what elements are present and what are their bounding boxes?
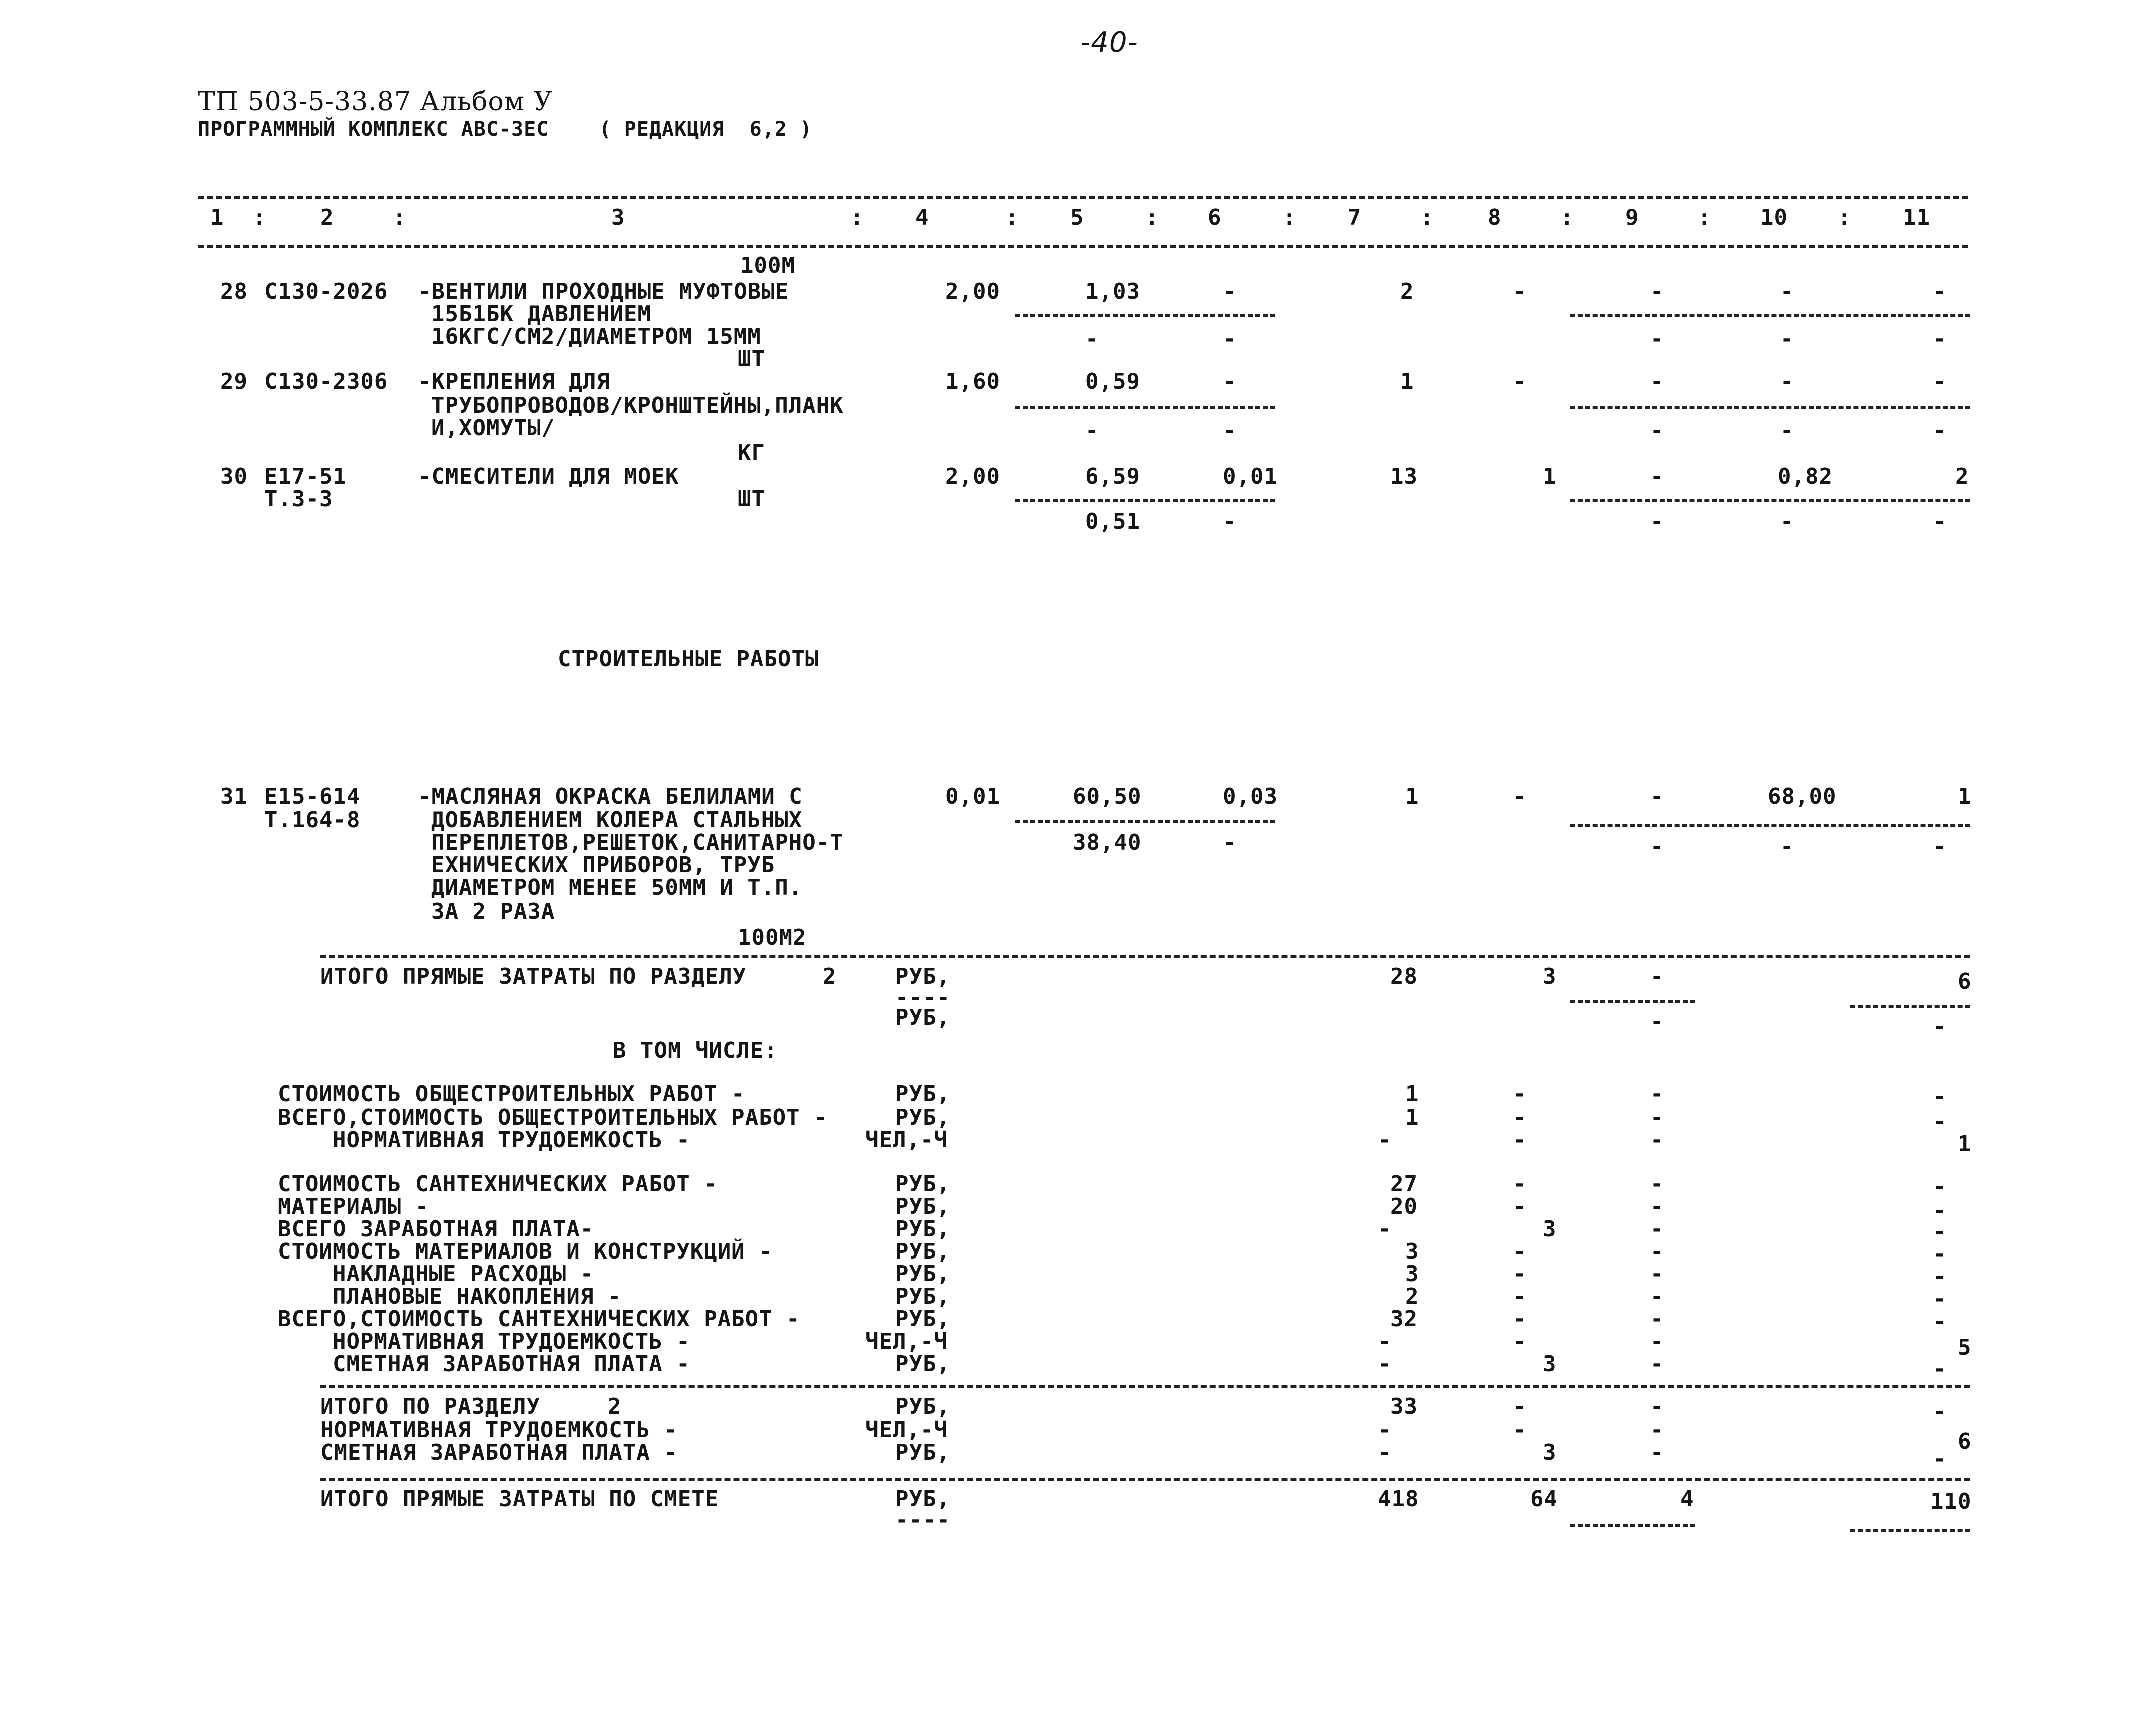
col-separator: : [253,205,267,230]
summary-col7: - [1378,1216,1392,1242]
row-description: 15Б1БК ДАВЛЕНИЕМ [431,301,651,327]
cell-col7: 13 [1390,464,1418,489]
summary-col9: - [1650,1284,1664,1309]
cell-col5: 1,03 [1085,279,1140,304]
row-description: ДОБАВЛЕНИЕМ КОЛЕРА СТАЛЬНЫХ [431,807,803,833]
cell-col6: 0,01 [1223,464,1278,489]
row-number: 28 [220,279,248,304]
total-col11: 6 [1958,969,1972,994]
total-unit: РУБ, [895,964,950,989]
subtotal-rule [1570,499,1970,502]
summary-unit: РУБ, [895,1081,950,1107]
row-number: 29 [220,369,248,394]
summary-col8: 3 [1543,1440,1557,1465]
col-separator: : [1560,205,1574,230]
summary-col9: - [1650,1440,1664,1465]
row-number: 30 [220,464,248,489]
summary-col8: - [1513,1394,1527,1419]
summary-unit: РУБ, [895,1440,950,1465]
summary-unit: РУБ, [895,1284,950,1309]
col-separator: : [1283,205,1297,230]
cell-col10-sub: - [1780,834,1794,859]
summary-col11: - [1933,1309,1947,1334]
row-description: 16КГС/СМ2/ДИАМЕТРОМ 15ММ [431,324,761,349]
summary-col11: - [1933,1219,1947,1244]
cell-col9: - [1650,279,1664,304]
row-description: И,ХОМУТЫ/ [431,415,555,441]
cell-col11: 1 [1958,784,1972,809]
summary-col8: - [1513,1417,1527,1443]
total-unit-rule: ---- [895,985,950,1010]
cell-col8: 1 [1543,464,1557,489]
cell-col6-sub: - [1223,509,1237,534]
summary-col11: - [1933,1356,1947,1382]
cell-col10: - [1780,369,1794,394]
summary-col7: 27 [1390,1171,1418,1197]
summary-label: МАТЕРИАЛЫ - [278,1194,429,1219]
summary-col11: 5 [1958,1335,1972,1360]
summary-col7: 1 [1405,1105,1419,1130]
summary-col11: - [1933,1174,1947,1199]
col-header-4: 4 [915,205,929,230]
subtotal-rule [1570,406,1970,409]
summary-col7: 2 [1405,1284,1419,1309]
grand-total-rule [320,1478,1970,1481]
cell-col5: 60,50 [1073,784,1142,809]
col-header-9: 9 [1625,205,1639,230]
summary-col9: - [1650,1329,1664,1354]
summary-label: ПЛАНОВЫЕ НАКОПЛЕНИЯ - [333,1284,622,1309]
summary-col8: - [1513,1194,1527,1219]
cell-col11-sub: - [1933,834,1947,859]
subtotal-rule [1570,824,1970,827]
row-unit: ШТ [738,486,765,512]
cell-col7: 1 [1405,784,1419,809]
row-description: -ВЕНТИЛИ ПРОХОДНЫЕ МУФТОВЫЕ [418,279,789,304]
summary-unit: РУБ, [895,1239,950,1264]
cell-col10: - [1780,279,1794,304]
cell-col8: - [1513,279,1527,304]
document-title: ТП 503-5-33.87 Альбом У [198,87,553,117]
total-col11-sub: - [1933,1014,1947,1039]
col-header-2: 2 [320,205,334,230]
header-bottom-rule [198,245,1968,248]
total-col8: 3 [1543,964,1557,989]
cell-col4: 2,00 [945,279,1000,304]
summary-col9: - [1650,1216,1664,1242]
col-header-11: 11 [1903,205,1930,230]
summary-unit: РУБ, [895,1394,950,1419]
summary-col7: 32 [1390,1306,1418,1332]
row-code: С130-2026 [264,279,388,304]
summary-label: НАКЛАДНЫЕ РАСХОДЫ - [333,1261,594,1287]
summary-col7: 3 [1405,1261,1419,1287]
col-separator: : [1145,205,1159,230]
summary-col9: - [1650,1171,1664,1197]
summary-col7: 1 [1405,1081,1419,1107]
header-top-rule [198,196,1968,199]
cell-col7: 1 [1400,369,1414,394]
cell-col4: 1,60 [945,369,1000,394]
summary-col9: - [1650,1417,1664,1443]
section-total-rule [320,955,1970,958]
summary-col9: - [1650,1105,1664,1130]
summary-col9: - [1650,1394,1664,1419]
col-header-8: 8 [1488,205,1502,230]
summary-col9: - [1650,1127,1664,1153]
grand-total-unit: РУБ, [895,1486,950,1512]
row-description: ДИАМЕТРОМ МЕНЕЕ 50ММ И Т.П. [431,875,803,900]
cell-col10-sub: - [1780,418,1794,443]
summary-unit: РУБ, [895,1351,950,1377]
cell-col6: - [1223,279,1237,304]
summary-col8: - [1513,1306,1527,1332]
summary-col9: - [1650,1194,1664,1219]
summary-col8: - [1513,1171,1527,1197]
summary-col11: - [1933,1286,1947,1312]
summary-col7: - [1378,1329,1392,1354]
summary-col11: - [1933,1399,1947,1424]
cell-col11-sub: - [1933,326,1947,352]
row-unit: КГ [738,440,765,466]
cell-col11: 2 [1955,464,1969,489]
grand-total-col11: 110 [1930,1489,1972,1514]
cell-col5: 6,59 [1085,464,1140,489]
cell-col5-sub: 38,40 [1073,830,1142,855]
summary-col11: - [1933,1084,1947,1109]
summary-col11: - [1933,1109,1947,1134]
summary-col7: - [1378,1351,1392,1377]
row-code-table: Т.3-3 [264,486,333,512]
col-header-1: 1 [210,205,224,230]
summary-col8: - [1513,1081,1527,1107]
cell-col7: 2 [1400,279,1414,304]
summary-label: СМЕТНАЯ ЗАРАБОТНАЯ ПЛАТА - [320,1440,678,1465]
summary-unit: РУБ, [895,1261,950,1287]
summary-label: СТОИМОСТЬ САНТЕХНИЧЕСКИХ РАБОТ - [278,1171,718,1197]
subtotal-rule [1850,1005,1970,1008]
summary-col7: - [1378,1417,1392,1443]
cell-col10: 68,00 [1768,784,1837,809]
cell-col10: 0,82 [1778,464,1833,489]
row-description: -КРЕПЛЕНИЯ ДЛЯ [418,369,610,394]
cell-col6: 0,03 [1223,784,1278,809]
cell-col11: - [1933,279,1947,304]
cell-col9: - [1650,464,1664,489]
cell-col5-sub: - [1085,326,1099,352]
cell-col11-sub: - [1933,509,1947,534]
col-separator: : [1698,205,1712,230]
summary-col8: 3 [1543,1216,1557,1242]
summary-col7: 20 [1390,1194,1418,1219]
col-separator: : [1838,205,1852,230]
cell-col8: - [1513,784,1527,809]
row-description: ПЕРЕПЛЕТОВ,РЕШЕТОК,САНИТАРНО-Т [431,830,844,855]
cell-col6-sub: - [1223,326,1237,352]
summary-label: НОРМАТИВНАЯ ТРУДОЕМКОСТЬ - [333,1329,690,1354]
summary-col8: - [1513,1127,1527,1153]
col-header-5: 5 [1070,205,1084,230]
summary-col7: 33 [1390,1394,1418,1419]
grand-total-col9: 4 [1680,1486,1694,1512]
cell-col6-sub: - [1223,830,1237,855]
summary-col9: - [1650,1306,1664,1332]
row-description: -СМЕСИТЕЛИ ДЛЯ МОЕК [418,464,679,489]
summary-label: СМЕТНАЯ ЗАРАБОТНАЯ ПЛАТА - [333,1351,690,1377]
row-code: С130-2306 [264,369,388,394]
summary-col8: 3 [1543,1351,1557,1377]
summary-unit: ЧЕЛ,-Ч [865,1417,948,1443]
section-total-number: 2 [608,1394,622,1419]
cell-col5: 0,59 [1085,369,1140,394]
row-code-table: Т.164-8 [264,807,361,833]
summary-unit: РУБ, [895,1194,950,1219]
total-col9-sub: - [1650,1009,1664,1034]
subtotal-rule [1015,820,1275,823]
grand-total-label: ИТОГО ПРЯМЫЕ ЗАТРАТЫ ПО СМЕТЕ [320,1486,719,1512]
subtotal-rule [1015,314,1275,317]
total-col9: - [1650,964,1664,989]
cell-col9-sub: - [1650,418,1664,443]
col-header-6: 6 [1208,205,1222,230]
subtotal-rule [1570,1000,1695,1003]
summary-label: НОРМАТИВНАЯ ТРУДОЕМКОСТЬ - [333,1127,690,1153]
total-section-number: 2 [823,964,837,989]
summary-col11: 1 [1958,1131,1972,1157]
cell-col10-sub: - [1780,509,1794,534]
summary-col7: - [1378,1127,1392,1153]
cell-col9-sub: - [1650,326,1664,352]
row-number: 31 [220,784,248,809]
subtotal-rule [1570,314,1970,317]
subtotal-rule [1850,1529,1970,1532]
total-col7: 28 [1390,964,1418,989]
row-code: Е15-614 [264,784,361,809]
grand-total-col8: 64 [1530,1486,1558,1512]
document-subtitle: ПРОГРАММНЫЙ КОМПЛЕКС АВС-3ЕС ( РЕДАКЦИЯ 6,2 ) [198,118,813,141]
row-description: ТРУБОПРОВОДОВ/КРОНШТЕЙНЫ,ПЛАНК [431,393,844,418]
summary-label: СТОИМОСТЬ МАТЕРИАЛОВ И КОНСТРУКЦИЙ - [278,1239,773,1264]
grand-total-unit-rule: ---- [895,1507,950,1533]
summary-label: НОРМАТИВНАЯ ТРУДОЕМКОСТЬ - [320,1417,678,1443]
summary-label: СТОИМОСТЬ ОБЩЕСТРОИТЕЛЬНЫХ РАБОТ - [278,1081,745,1107]
row-description: -МАСЛЯНАЯ ОКРАСКА БЕЛИЛАМИ С [418,784,803,809]
summary-unit: РУБ, [895,1306,950,1332]
summary-col7: 3 [1405,1239,1419,1264]
cell-col10-sub: - [1780,326,1794,352]
subtotal-rule [1570,1524,1695,1527]
page-number: -40- [1080,26,1138,59]
summary-label: ВСЕГО ЗАРАБОТНАЯ ПЛАТА- [278,1216,594,1242]
carryover-unit: 100М [740,253,795,278]
summary-col9: - [1650,1239,1664,1264]
summary-label: ВСЕГО,СТОИМОСТЬ ОБЩЕСТРОИТЕЛЬНЫХ РАБОТ - [278,1105,828,1130]
row-description: ЗА 2 РАЗА [431,899,555,924]
col-header-7: 7 [1348,205,1362,230]
row-description: ЕХНИЧЕСКИХ ПРИБОРОВ, ТРУБ [431,852,775,878]
summary-unit: РУБ, [895,1216,950,1242]
section-total-label: ИТОГО ПО РАЗДЕЛУ [320,1394,540,1419]
summary-unit: ЧЕЛ,-Ч [865,1329,948,1354]
summary-col11: - [1933,1446,1947,1472]
summary-col8: - [1513,1105,1527,1130]
cell-col9-sub: - [1650,509,1664,534]
summary-unit: РУБ, [895,1105,950,1130]
section-heading: СТРОИТЕЛЬНЫЕ РАБОТЫ [558,646,819,672]
row-unit: ШТ [738,346,765,372]
col-separator: : [1005,205,1019,230]
row-unit: 100М2 [738,925,807,950]
subtotal-rule [1015,499,1275,502]
summary-col11: - [1933,1198,1947,1223]
summary-unit: ЧЕЛ,-Ч [865,1127,948,1153]
subtotal-rule [1015,406,1275,409]
cell-col11-sub: - [1933,418,1947,443]
cell-col9: - [1650,369,1664,394]
summary-col9: - [1650,1351,1664,1377]
cell-col8: - [1513,369,1527,394]
summary-unit: РУБ, [895,1171,950,1197]
section-total-rule [320,1385,1970,1388]
cell-col6: - [1223,369,1237,394]
summary-col8: - [1513,1239,1527,1264]
summary-col11: - [1933,1241,1947,1267]
summary-col9: - [1650,1261,1664,1287]
cell-col4: 0,01 [945,784,1000,809]
grand-total-col7: 418 [1378,1486,1419,1512]
summary-col8: - [1513,1329,1527,1354]
cell-col5-sub: - [1085,418,1099,443]
row-code: Е17-51 [264,464,347,489]
including-heading: В ТОМ ЧИСЛЕ: [613,1038,778,1063]
summary-col9: - [1650,1081,1664,1107]
col-header-10: 10 [1760,205,1788,230]
summary-col7: - [1378,1440,1392,1465]
summary-col11: 6 [1958,1429,1972,1454]
cell-col11: - [1933,369,1947,394]
col-separator: : [850,205,864,230]
summary-col8: - [1513,1284,1527,1309]
cell-col6-sub: - [1223,418,1237,443]
summary-label: ВСЕГО,СТОИМОСТЬ САНТЕХНИЧЕСКИХ РАБОТ - [278,1306,800,1332]
cell-col5-sub: 0,51 [1085,509,1140,534]
total-unit-2: РУБ, [895,1005,950,1030]
summary-col8: - [1513,1261,1527,1287]
cell-col9: - [1650,784,1664,809]
col-separator: : [393,205,407,230]
col-separator: : [1420,205,1434,230]
col-header-3: 3 [611,205,625,230]
cell-col4: 2,00 [945,464,1000,489]
total-label: ИТОГО ПРЯМЫЕ ЗАТРАТЫ ПО РАЗДЕЛУ [320,964,747,989]
cell-col9-sub: - [1650,834,1664,859]
summary-col11: - [1933,1264,1947,1289]
